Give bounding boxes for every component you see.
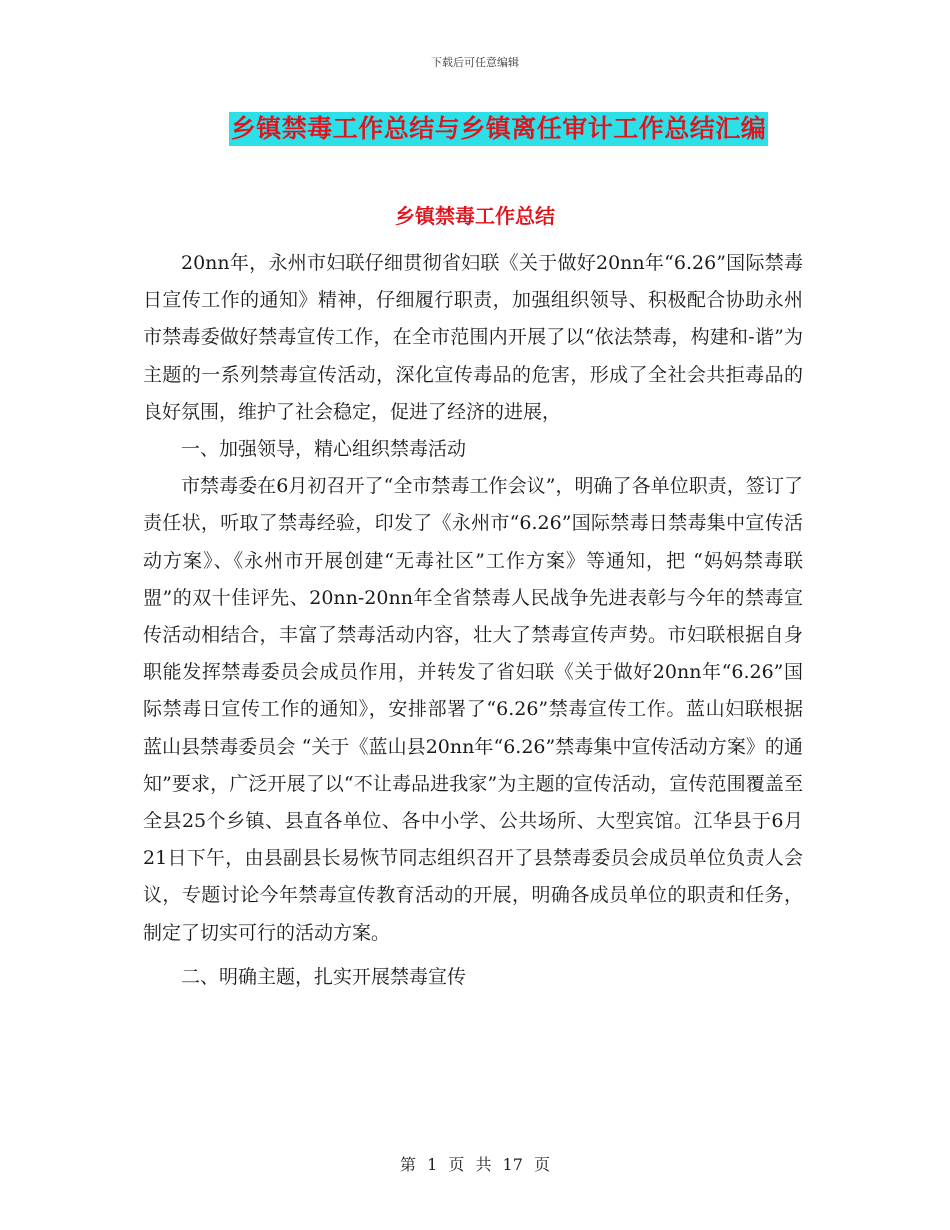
paragraph-heading: 二、明确主题，扎实开展禁毒宣传	[181, 965, 467, 988]
paragraph: 市禁毒委在6月初召开了“全市禁毒工作会议”，明确了各单位职责，签订了责任状，听取了禁毒经验，印发了《永州市“6.26”国际禁毒日禁毒集中宣传活动方案》、《永州市开展创建“无毒社区”工作方案》等通知，把 “妈妈禁毒联盟”的双十佳评先、20nn-20nn年全省禁毒人民战争先进表彰与今年的禁毒宣传活动相结合，丰富了禁毒活动内容，壮大了禁毒宣传声势。市妇联根据自身职能发挥禁毒委员会成员作用，并转发了省妇联《关于做好20nn年“6.26”国际禁毒日宣传工作的通知》，安排部署了“6.26”禁毒宣传工作。蓝山妇联根据蓝山县禁毒委员会 “关于《蓝山县20nn年“6.26”禁毒集中宣传活动方案》的通知”要求，广泛开展了以“不让毒品进我家”为主题的宣传活动，宣传范围覆盖至全县25个乡镇、县直各单位、各中小学、公共场所、大型宾馆。江华县于6月21日下午，由县副县长易恢节同志组织召开了县禁毒委员会成员单位负责人会议，专题讨论今年禁毒宣传教育活动的开展，明确各成员单位的职责和任务，制定了切实可行的活动方案。	[143, 475, 803, 944]
paragraph: 20nn年，永州市妇联仔细贯彻省妇联《关于做好20nn年“6.26”国际禁毒日宣传工作的通知》精神，仔细履行职责，加强组织领导、积极配合协助永州市禁毒委做好禁毒宣传工作，在全市范围内开展了以“依法禁毒，构建和-谐”为主题的一系列禁毒宣传活动，深化宣传毒品的危害，形成了全社会共拒毒品的良好氛围，维护了社会稳定，促进了经济的进展，	[143, 252, 803, 423]
page-footer: 第 1 页 共 17 页	[400, 1155, 550, 1174]
paragraph-heading: 一、加强领导，精心组织禁毒活动	[181, 438, 467, 461]
section-title: 乡镇禁毒工作总结	[395, 204, 555, 228]
document-title-text: 乡镇禁毒工作总结与乡镇离任审计工作总结汇编	[229, 112, 769, 146]
document-title	[0, 112, 950, 146]
header-note: 下载后可任意编辑	[431, 56, 519, 69]
body-text	[143, 245, 803, 996]
